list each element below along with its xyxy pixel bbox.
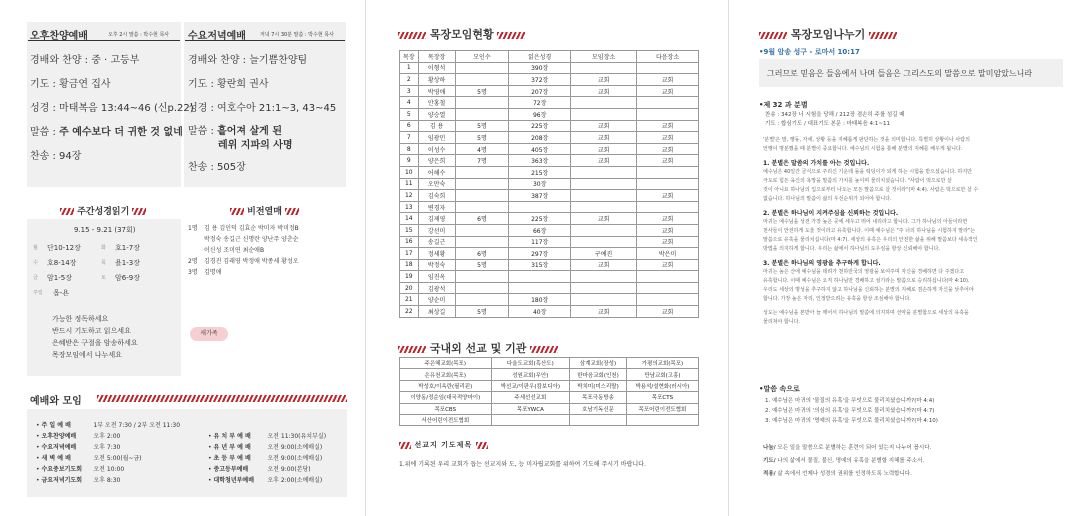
table-cell: 교회 xyxy=(571,155,637,167)
table-header: 읽은성경 xyxy=(509,51,571,63)
table-cell: 405장 xyxy=(509,143,571,155)
table-cell xyxy=(637,166,699,178)
table-header: 모인수 xyxy=(455,51,509,63)
table-row xyxy=(400,85,699,97)
wed-line-1: 기도 : 황란희 권사 xyxy=(188,79,269,90)
table-cell: 교회 xyxy=(571,143,637,155)
worship-right-list: • 유 치 부 예 배 오전 11:30(유치부실) • 유 년 부 예 배 오전 9:00(소예배실) • 초 등 부 예 배 오전 9:00(소예배실) • 중고등부예배 오전 9:00(본당) • 대학청년부예배 오후 2:00(소예배실) xyxy=(208,433,327,484)
chapter-info: 찬송 : 342장 너 시험을 당해 / 212장 겸손히 주를 섬길 때 기도 : 합심기도 / 대표기도 본문 : 마태복음 4:1~11 xyxy=(765,112,905,127)
table-cell: 17 xyxy=(400,248,419,260)
table-cell: 강선미 xyxy=(418,224,455,236)
mission-row xyxy=(400,358,699,369)
table-cell xyxy=(455,178,509,190)
table-cell xyxy=(455,62,509,74)
mission-cell: 목포YWCA xyxy=(491,403,570,414)
share-title: 목장모임나누기 xyxy=(790,28,866,41)
cell-status-title: 목장모임현황 xyxy=(429,28,494,41)
table-cell: 이형석 xyxy=(418,62,455,74)
table-cell: 5 xyxy=(400,108,419,120)
table-cell xyxy=(637,294,699,306)
table-cell: 9 xyxy=(400,155,419,167)
worship-title-stripe xyxy=(97,395,347,402)
lesson-body: '분별'은 말, 행동, 자세, 상황 등을 지혜롭게 판단하는 것을 의미합니다. 특별히 상황이나 사람의 언행이 명분했을 때 분별이 중요합니다. 예수님의 시험을 통해 분별의 지혜를 배우게 됩니다. 1. 분별은 말씀의 가치를 아는 것입니다. 예수님은 40일간 금식으로 주리신 기운데 돌을 떡덩이가 되게 하는 시험을 받으셨습니다. 하지만 극도로 힘든 육신의 욕망을 말씀의 가치를 높이며 물리치셨습니다. "사람이 떡으로만 살 것이 아니요 하나님의 입으로부터 나오는 모든 말씀으로 살 것이라"(마 4:4). 사람은 떡으로만 살 수 없습니다. 하나님의 말씀이 삶의 우선순위가 되어야 합니다. 2. 분별은 하나님이 지켜주심을 신뢰하는 것입니다. 마귀는 예수님을 성전 가장 높은 곳에 세우고 뛰어 내리라고 합니다. 그가 하나님의 아들이라면 천사들이 안전하게 도울 것이라고 유혹합니다. 이때 예수님은 "주 너의 하나님을 시험하지 말라"는 말씀으로 유혹을 물리치십니다(마 4:7). 세상의 유혹은 우리의 안전한 삶을 위해 말씀보다 세속적인 방법을 의지하게 합니다. 우리는 삶에서 하나님의 도우심을 항상 신뢰해야 합니다. 3. 분별은 하나님의 영광을 추구하게 합니다. 마귀는 높은 산에 예수님을 데려가 천하만국의 영광을 보여주며 자신을 경배하면 다 주겠다고 유혹합니다. 이때 예수님은 오직 하나님만 경배하고 섬기라는 말씀으로 승리하십니다(마 4:10). 우리도 세상의 명성을 추구하지 않고 하나님을 신뢰하는 분별의 지혜로 겸손하게 자신을 낮추어야 합니다. 가장 높은 자리, 인정받으려는 유혹을 항상 조심해야 합니다. 성도는 예수님을 본받아 늘 깨어서 하나님의 말씀에 의지하며 선악을 분별함으로 세상의 유혹을 물리쳐야 합니다. xyxy=(763,137,979,325)
table-cell: 2 xyxy=(400,74,419,86)
table-cell xyxy=(637,201,699,213)
table-cell: 교회 xyxy=(571,132,637,144)
table-cell xyxy=(455,108,509,120)
table-row xyxy=(400,201,699,213)
bible-reading-title: 주간성경읽기 xyxy=(77,207,130,217)
page-left xyxy=(0,0,365,516)
table-row xyxy=(400,213,699,225)
table-cell: 6 xyxy=(400,120,419,132)
table-cell: 변경자 xyxy=(418,201,455,213)
mission-cell: 이양동/정순임(대국적양마이) xyxy=(400,392,492,403)
table-cell: 5명 xyxy=(455,85,509,97)
table-cell: 6명 xyxy=(455,213,509,225)
table-cell: 어해수 xyxy=(418,166,455,178)
table-cell: 14 xyxy=(400,213,419,225)
table-cell: 교회 xyxy=(637,143,699,155)
table-cell: 교회 xyxy=(637,74,699,86)
wed-line-0: 경배와 찬양 : 늘기쁨찬양팀 xyxy=(188,55,308,66)
table-row xyxy=(400,74,699,86)
table-cell: 교회 xyxy=(637,132,699,144)
table-cell: 교회 xyxy=(571,213,637,225)
mission-cell: 만남교회(고흥) xyxy=(626,369,698,380)
mission-cell: 목포CBS xyxy=(400,403,492,414)
questions-title: 말씀 속으로 xyxy=(763,385,800,393)
table-cell: 21 xyxy=(400,294,419,306)
table-cell: 양승열 xyxy=(418,108,455,120)
table-cell: 20 xyxy=(400,282,419,294)
wednesday-service-title: 수요저녁예배 xyxy=(188,31,246,42)
mission-row xyxy=(400,414,699,425)
pm-hymn: 찬송 : 94장 xyxy=(30,151,82,162)
table-cell: 18 xyxy=(400,259,419,271)
table-cell xyxy=(455,97,509,109)
table-row xyxy=(400,259,699,271)
table-row xyxy=(400,120,699,132)
mission-cell: 삼계교회(장성) xyxy=(570,358,627,369)
table-cell: 12 xyxy=(400,190,419,202)
mission-cell: 주세선선교회 xyxy=(491,392,570,403)
table-cell xyxy=(455,190,509,202)
table-cell: 372장 xyxy=(509,74,571,86)
chapter-title: 제 32 과 분별 xyxy=(763,101,808,109)
table-cell: 10 xyxy=(400,166,419,178)
table-cell: 5명 xyxy=(455,306,509,318)
mission-cell: 한마음교회(인천) xyxy=(570,369,627,380)
table-cell: 5명 xyxy=(455,120,509,132)
worship-title: 예배와 모임 xyxy=(30,396,82,407)
table-cell: 4명 xyxy=(455,143,509,155)
table-cell: 5명 xyxy=(455,259,509,271)
vision-title: 비전열매 xyxy=(247,207,282,217)
table-header: 목장장 xyxy=(418,51,455,63)
table-cell: 오만숙 xyxy=(418,178,455,190)
table-cell: 117장 xyxy=(509,236,571,248)
table-cell: 215장 xyxy=(509,166,571,178)
table-row xyxy=(400,178,699,190)
table-cell: 8 xyxy=(400,143,419,155)
table-cell: 225장 xyxy=(509,120,571,132)
bible-prayer-list: 가능한 정독하세요 반드시 기도하고 읽으세요 은혜받은 구절을 암송하세요 목장모임에서 나누세요 xyxy=(52,315,138,359)
table-cell: 390장 xyxy=(509,62,571,74)
table-row xyxy=(400,97,699,109)
mission-cell: 서산어린이전도협회 xyxy=(400,414,492,425)
table-cell: 교회 xyxy=(637,259,699,271)
mission-cell: 박선교/이판우(캄보디아) xyxy=(491,380,570,391)
table-cell: 96장 xyxy=(509,108,571,120)
table-cell: 207장 xyxy=(509,85,571,97)
table-cell xyxy=(455,294,509,306)
table-cell: 양은희 xyxy=(418,155,455,167)
cell-status-table xyxy=(399,50,699,318)
table-cell: 교회 xyxy=(637,120,699,132)
table-cell: 교회 xyxy=(637,213,699,225)
table-cell: 교회 xyxy=(571,85,637,97)
table-cell xyxy=(637,178,699,190)
afternoon-service-title: 오후찬양예배 xyxy=(30,31,88,42)
table-row xyxy=(400,108,699,120)
table-cell xyxy=(455,282,509,294)
mission-cell: 성원교회(무안) xyxy=(491,369,570,380)
table-cell: 이성수 xyxy=(418,143,455,155)
table-cell xyxy=(509,271,571,283)
vision-list: 1명 김 용 김인덕 김효순 박미자 박미정B 박정숙 송길근 신명란 양난주 양춘순 이신성 조미연 최순애B 2명 김경진 김래영 박정애 박종세 황성오 3명 김명애 xyxy=(188,225,299,276)
mission-cell: 가평의교회(목포) xyxy=(626,358,698,369)
table-cell: 5명 xyxy=(455,132,509,144)
mission-cell: 목포CTS xyxy=(626,392,698,403)
wed-hymn: 찬송 : 505장 xyxy=(188,162,246,173)
table-row xyxy=(400,132,699,144)
pm-sermon: 주 예수보다 더 귀한 것 없네 xyxy=(59,127,183,138)
table-row xyxy=(400,190,699,202)
table-cell xyxy=(455,201,509,213)
table-row xyxy=(400,271,699,283)
table-cell xyxy=(571,224,637,236)
afternoon-service-note: 오후 2시 말씀 : 박수현 목사 xyxy=(108,32,170,38)
table-cell: 정세황 xyxy=(418,248,455,260)
table-cell: 315장 xyxy=(509,259,571,271)
table-cell xyxy=(637,282,699,294)
pm-sermon-label: 말씀 : xyxy=(30,127,56,138)
mission-cell: 목포극동방송 xyxy=(570,392,627,403)
table-cell: 11 xyxy=(400,178,419,190)
mission-row xyxy=(400,403,699,414)
mission-cell: 은유천교회(목포) xyxy=(400,369,492,380)
pm-line-1: 기도 : 황금연 집사 xyxy=(30,79,111,90)
table-cell: 1 xyxy=(400,62,419,74)
table-cell: 김 용 xyxy=(418,120,455,132)
table-cell: 225장 xyxy=(509,213,571,225)
table-row xyxy=(400,248,699,260)
table-row xyxy=(400,236,699,248)
wed-sermon-label: 말씀 : xyxy=(188,126,214,137)
verse-title: 9월 암송 성구 - 로마서 10:17 xyxy=(763,48,860,56)
mission-cell: 목포어린이전도협회 xyxy=(626,403,698,414)
table-cell: 40장 xyxy=(509,306,571,318)
mission-cell: 다울도교회(흑산도) xyxy=(491,358,570,369)
pm-line-0: 경배와 찬양 : 중 · 고등부 xyxy=(30,55,140,66)
wed-sermon-2: 레위 지파의 사명 xyxy=(218,140,293,151)
table-cell: 3 xyxy=(400,85,419,97)
table-cell: 387장 xyxy=(509,190,571,202)
wed-line-2: 성경 : 여호수아 21:1~3, 43~45 xyxy=(188,103,337,114)
table-cell: 66장 xyxy=(509,224,571,236)
table-cell xyxy=(637,62,699,74)
table-cell: 임광민 xyxy=(418,132,455,144)
new-family-badge: 새가족 xyxy=(190,327,228,341)
table-cell xyxy=(571,190,637,202)
table-row xyxy=(400,224,699,236)
table-header: 목장 xyxy=(400,51,419,63)
table-cell: 교회 xyxy=(571,259,637,271)
table-cell: 교회 xyxy=(637,190,699,202)
table-cell xyxy=(509,201,571,213)
table-cell: 13 xyxy=(400,201,419,213)
table-row xyxy=(400,155,699,167)
table-cell: 송길근 xyxy=(418,236,455,248)
table-cell: 김숙희 xyxy=(418,190,455,202)
bible-schedule: 월 단10-12장 화 호1-7장 수 호8-14장 목 욜1-3장 금 암1-5장 토 암6-9장 주일 옵-욘 xyxy=(33,243,140,297)
table-cell xyxy=(571,62,637,74)
table-cell xyxy=(571,97,637,109)
table-row xyxy=(400,306,699,318)
table-cell xyxy=(571,108,637,120)
mission-row xyxy=(400,392,699,403)
pm-line-2: 성경 : 마태복음 13:44~46 (신p.22) xyxy=(30,103,194,114)
table-cell: 30장 xyxy=(509,178,571,190)
mission-row xyxy=(400,369,699,380)
table-cell xyxy=(571,166,637,178)
table-cell: 교회 xyxy=(637,85,699,97)
table-cell: 교회 xyxy=(571,74,637,86)
table-cell: 김제영 xyxy=(418,213,455,225)
table-cell: 임진옥 xyxy=(418,271,455,283)
table-cell: 180장 xyxy=(509,294,571,306)
worship-left-list: • 주 일 예 배 1부 오전 7:30 / 2부 오전 11:30 • 오후찬양예배 오후 2:00 • 수요저녁예배 오후 7:30 • 새 벽 예 배 오전 5:00(월~금) • 수요중보기도회 오전 10:00 • 금요저녁기도회 오후 8:30 xyxy=(36,422,181,484)
table-cell: 구예진 xyxy=(571,248,637,260)
table-cell xyxy=(637,271,699,283)
table-cell: 교회 xyxy=(637,306,699,318)
wednesday-service-note: 저녁 7시 30분 말씀 : 박수현 목사 xyxy=(260,32,334,38)
table-cell xyxy=(509,282,571,294)
table-cell xyxy=(571,271,637,283)
table-cell: 7 xyxy=(400,132,419,144)
table-header: 다음장소 xyxy=(637,51,699,63)
table-cell: 안홍철 xyxy=(418,97,455,109)
table-cell: 박정숙 xyxy=(418,259,455,271)
table-cell: 김광석 xyxy=(418,282,455,294)
mission-table xyxy=(399,357,699,426)
table-cell xyxy=(571,282,637,294)
table-cell: 19 xyxy=(400,271,419,283)
table-row xyxy=(400,294,699,306)
mission-cell: 박치미(미스리랄) xyxy=(570,380,627,391)
table-cell: 363장 xyxy=(509,155,571,167)
table-cell: 72장 xyxy=(509,97,571,109)
table-row xyxy=(400,62,699,74)
table-cell: 박은미 xyxy=(637,248,699,260)
verse-text: 그러므로 믿음은 들음에서 나며 들음은 그리스도의 말씀으로 말미암았느니라 xyxy=(767,69,1033,78)
questions-list: 1. 예수님은 마귀의 '물질의 유혹'을 무엇으로 물리치셨습니까?(마 4:4) 2. 예수님은 마귀의 '의심의 유혹'을 무엇으로 물리치셨습니까?(마 4:7) 3. 예수님은 마귀의 '명예의 유혹'을 무엇으로 물리치셨습니까?(마 4:10) xyxy=(765,398,938,424)
table-cell: 교회 xyxy=(637,155,699,167)
table-cell: 208장 xyxy=(509,132,571,144)
table-cell xyxy=(637,108,699,120)
table-cell: 4 xyxy=(400,97,419,109)
page-right: 목장모임나누기 •9월 암송 성구 - 로마서 10:17 그러므로 믿음은 들음에서 나며 들음은 그리스도의 말씀으로 말미암았느니라 •제 32 과 분별 찬송 : 342장 너 시험을 당해 / 212장 겸손히 주를 섬길 때 기도 : 합심기도 / 대표기도 본문 : 마태복음 4:1~11 '분별'은 말, 행동, 자세, 상황 등을 지혜롭게 판단하는 것을 의미합니다. 특별히 상황이나 사람의 언행이 명분했을 때 분별이 중요합니다. 예수님의 시험을 통해 분별의 지혜를 배우게 됩니다. 1. 분별은 말씀의 가치를 아는 것입니다. 예수님은 40일간 금식으로 주리신 기운데 돌을 떡덩이가 되게 하는 시험을 받으셨습니다. 하지만 극도로 힘든 육신의 욕망을 말씀의 가치를 높이며 물리치셨습니다. "사람이 떡으로만 살 것이 아니요 하나님의 입으로부터 나오는 모든 말씀으로 살 것이라"(마 4:4). 사람은 떡으로만 살 수 없습니다. 하나님의 말씀이 삶의 우선순위가 되어야 합니다. 2. 분별은 하나님이 지켜주심을 신뢰하는 것입니다. 마귀는 예수님을 성전 가장 높은 곳에 세우고 뛰어 내리라고 합니다. 그가 하나님의 아들이라면 천사들이 안전하게 도울 것이라고 유혹합니다. 이때 예수님은 "주 너의 하나님을 시험하지 말라"는 말씀으로 유혹을 물리치십니다(마 4:7). 세상의 유혹은 우리의 안전한 삶을 위해 말씀보다 세속적인 방법을 의지하게 합니다. 우리는 삶에서 하나님의 도우심을 항상 신뢰해야 합니다. 3. 분별은 하나님의 영광을 추구하게 합니다. 마귀는 높은 산에 예수님을 데려가 천하만국의 영광을 보여주며 자신을 경배하면 다 주겠다고 유혹합니다. 이때 예수님은 오직 하나님만 경배하고 섬기라는 말씀으로 승리하십니다(마 4:10). 우리도 세상의 명성을 추구하지 않고 하나님을 신뢰하는 분별의 지혜로 겸손하게 자신을 낮추어야 합니다. 가장 높은 자리, 인정받으려는 유혹을 항상 조심해야 합니다. 성도는 예수님을 본받아 늘 깨어서 하나님의 말씀에 의지하며 선악을 분별함으로 세상의 유혹을 물리쳐야 합니다. •말씀 속으로 1. 예수님은 마귀의 '물질의 유혹'을 무엇으로 물리치셨습니까?(마 4:4) 2. 예수님은 마귀의 '의심의 유혹'을 무엇으로 물리치셨습니까?(마 4:7) 3. 예수님은 마귀의 '명예의 유혹'을 무엇으로 물리치셨습니까?(마 4:10) 나눔/ 모든 일을 말씀으로 분별하는 훈련이 되어 있는지 나누어 봅시다. 기도/ 나의 삶에서 물질, 불신, 명예의 유혹을 분별할 지혜를 주소서. 적용/ 삶 속에서 언제나 성경의 권위를 인정하도록 노력합니다. xyxy=(728,0,1091,516)
mission-title: 국내외 선교 및 기관 xyxy=(429,342,527,355)
page-middle xyxy=(365,0,728,516)
mission-cell xyxy=(626,414,698,425)
table-cell xyxy=(455,271,509,283)
table-cell xyxy=(455,166,509,178)
table-cell: 교회 xyxy=(637,236,699,248)
bible-range: 9.15 - 9.21 (37회) xyxy=(74,226,136,234)
table-row xyxy=(400,282,699,294)
table-cell xyxy=(571,236,637,248)
prayer-text: 1.위에 기록된 우리 교회가 돕는 선교지와 도, 능 미자립교회를 위하여 기도해 주시기 바랍니다. xyxy=(399,461,646,468)
table-cell: 15 xyxy=(400,224,419,236)
mission-cell: 박용석/설현화(러시아) xyxy=(626,380,698,391)
table-cell xyxy=(637,97,699,109)
table-row xyxy=(400,143,699,155)
mission-row xyxy=(400,380,699,391)
table-cell xyxy=(455,74,509,86)
mission-cell: 박성호/이옥란(필리핀) xyxy=(400,380,492,391)
table-cell: 교회 xyxy=(637,224,699,236)
table-cell: 박영애 xyxy=(418,85,455,97)
table-cell: 교회 xyxy=(571,120,637,132)
table-cell: 교회 xyxy=(571,306,637,318)
table-cell xyxy=(571,178,637,190)
share-list: 나눔/ 모든 일을 말씀으로 분별하는 훈련이 되어 있는지 나누어 봅시다. 기도/ 나의 삶에서 물질, 불신, 명예의 유혹을 분별할 지혜를 주소서. 적용/ 삶 속에서 언제나 성경의 권위를 인정하도록 노력합니다. xyxy=(763,445,932,477)
wed-sermon-1: 흩어져 살게 된 xyxy=(217,126,282,137)
table-cell: 297장 xyxy=(509,248,571,260)
table-cell: 6명 xyxy=(455,248,509,260)
table-cell: 16 xyxy=(400,236,419,248)
table-cell xyxy=(571,294,637,306)
mission-cell: 호남기독신문 xyxy=(570,403,627,414)
table-cell xyxy=(455,236,509,248)
table-cell: 7명 xyxy=(455,155,509,167)
mission-cell xyxy=(491,414,570,425)
table-cell: 양순미 xyxy=(418,294,455,306)
table-cell: 황상하 xyxy=(418,74,455,86)
prayer-title: 선교지 기도제목 xyxy=(414,441,473,449)
table-header: 모임장소 xyxy=(571,51,637,63)
mission-cell xyxy=(570,414,627,425)
table-cell: 최상길 xyxy=(418,306,455,318)
table-cell xyxy=(455,224,509,236)
table-row xyxy=(400,166,699,178)
table-cell xyxy=(571,201,637,213)
table-cell: 22 xyxy=(400,306,419,318)
mission-cell: 주은혜교회(목포) xyxy=(400,358,492,369)
